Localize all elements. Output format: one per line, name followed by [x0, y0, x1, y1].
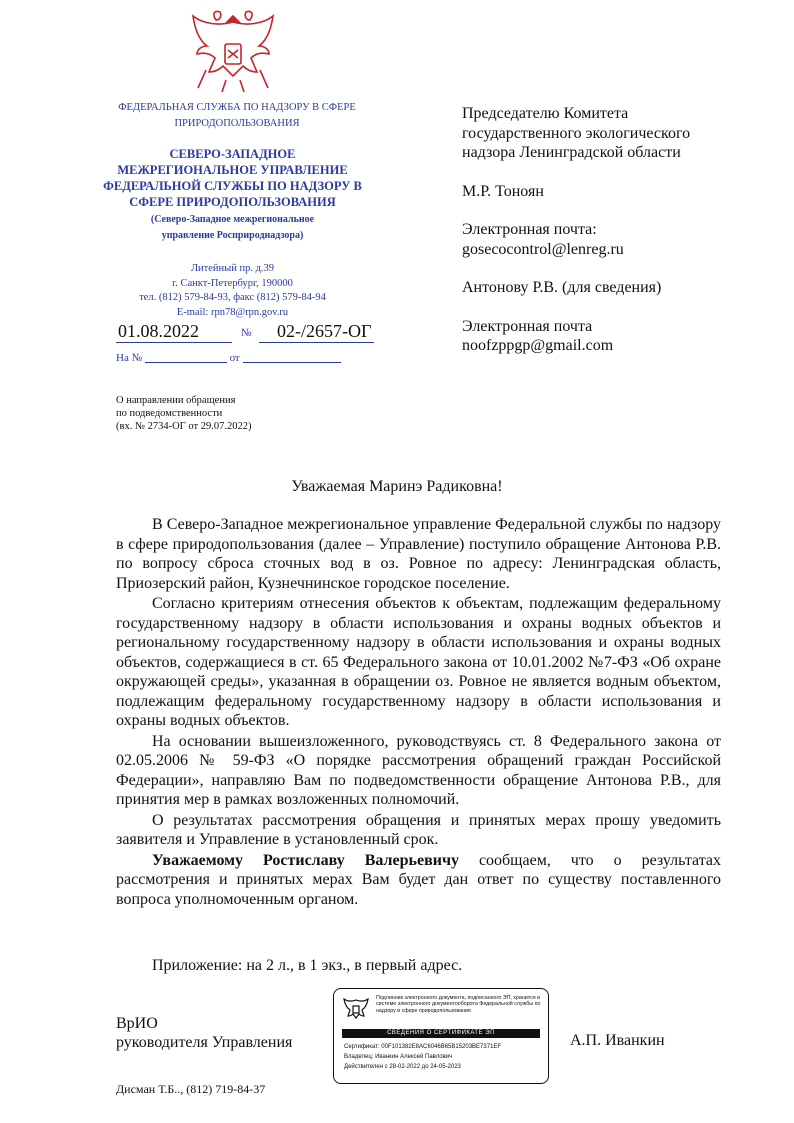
letter-body: [116, 515, 721, 910]
addressee-email-label: Электронная почта:: [462, 221, 597, 238]
department-short-line: управление Росприроднадзора): [161, 230, 304, 241]
signatory-title-line: ВрИО: [116, 1015, 158, 1032]
department-line: МЕЖРЕГИОНАЛЬНОЕ УПРАВЛЕНИЕ: [117, 163, 348, 177]
address-line: г. Санкт-Петербург, 190000: [172, 277, 293, 289]
subject-line: по подведомственности: [116, 408, 223, 419]
addressee-email: gosecocontrol@lenreg.ru: [462, 240, 624, 258]
agency-service-name: [92, 100, 382, 132]
signatory-title: [116, 1014, 292, 1052]
coat-of-arms-icon: [186, 10, 280, 96]
signatory-name: А.П. Иванкин: [570, 1032, 665, 1049]
registration-number: 02-/2657-ОГ: [259, 321, 374, 343]
emblem-icon: [342, 997, 370, 1023]
addressee-name: М.Р. Тоноян: [462, 182, 544, 200]
addressee-email2: noofzppgp@gmail.com: [462, 337, 614, 354]
reply-reference-line: [116, 352, 361, 364]
addressee-line: надзора Ленинградской области: [462, 144, 681, 161]
reply-date-label: от: [229, 352, 240, 364]
department-address: [110, 262, 355, 320]
department-line: ФЕДЕРАЛЬНОЙ СЛУЖБЫ ПО НАДЗОРУ В: [103, 179, 362, 193]
registration-line: [116, 321, 372, 347]
signatory-title-line: руководителя Управления: [116, 1034, 293, 1051]
subject-line: (вх. № 2734-ОГ от 29.07.2022): [116, 421, 252, 432]
reply-number-label: На №: [116, 352, 143, 364]
addressee-salutation: Уважаемому Ростиславу Валерьевичу: [152, 851, 459, 869]
address-line: тел. (812) 579-84-93, факс (812) 579-84-94: [139, 292, 326, 303]
addressee-block: [462, 104, 762, 356]
agency-service-line: ПРИРОДОПОЛЬЗОВАНИЯ: [174, 118, 300, 129]
executor-contact: Дисман Т.Б.., (812) 719-84-37: [116, 1082, 266, 1096]
body-paragraph: О результатах рассмотрения обращения и принятых мерах прошу уведомить заявителя и Управление в установленный срок.: [116, 811, 721, 848]
stamp-notice: Подлинник электронного документа, подписанного ЭП, хранится в системе электронного документооборота Федеральной службы по надзору в сфере природопользования: [376, 995, 541, 1014]
addressee-line: Председателю Комитета: [462, 105, 629, 122]
greeting: Уважаемая Маринэ Радиковна!: [291, 478, 503, 495]
stamp-owner: Владелец: Иванкин Алексей Павлович: [344, 1054, 453, 1060]
stamp-certificate: Сертификат: 00F101382E8AC6046B65B15203BE7371EF: [344, 1044, 502, 1050]
registration-number-label: №: [241, 327, 252, 339]
addressee-line: государственного экологического: [462, 124, 691, 142]
body-paragraph: В Северо-Западное межрегиональное управление Федеральной службы по надзору в сфере природопользования (далее – Управление) поступило обращение Антонова Р.В. по вопросу сброса сточных вод в оз. Ровное по адресу: Ленинградская область, Приозерский район, Кузнечнинское городское поселение.: [116, 516, 721, 592]
department-line: СЕВЕРО-ЗАПАДНОЕ: [169, 147, 296, 161]
subject-line: О направлении обращения: [116, 395, 236, 406]
addressee-email2-label: Электронная почта: [462, 317, 593, 335]
attachment-note: Приложение: на 2 л., в 1 экз., в первый адрес.: [152, 957, 463, 974]
addressee-cc: Антонову Р.В. (для сведения): [462, 279, 662, 296]
electronic-signature-stamp: [333, 988, 549, 1084]
letter-subject: [116, 394, 336, 433]
department-short-line: (Северо-Западное межрегиональное: [150, 214, 315, 225]
department-short-name: [120, 212, 345, 244]
stamp-validity: Действителен с 28-02-2022 до 24-05-2023: [344, 1064, 461, 1070]
reply-date-blank: [243, 362, 341, 363]
reply-number-blank: [145, 362, 227, 363]
final-paragraph-text: сообщаем, что о результатах рассмотрения и принятых мерах Вам будет дан ответ по существу поставленного вопроса уполномоченным органом.: [116, 851, 721, 908]
department-line: СФЕРЕ ПРИРОДОПОЛЬЗОВАНИЯ: [129, 195, 336, 209]
registration-date: 01.08.2022: [116, 321, 232, 343]
body-paragraph: На основании вышеизложенного, руководствуясь ст. 8 Федерального закона от 02.05.2006 № 59-ФЗ «О порядке рассмотрения обращений граждан Российской Федерации», направляю Вам по подведомственности обращение Антонова Р.В., для принятия мер в рамках возложенных полномочий.: [116, 732, 721, 808]
body-paragraph-final: [116, 851, 721, 910]
address-email: E-mail: rpn78@rpn.gov.ru: [176, 306, 289, 318]
stamp-header: СВЕДЕНИЯ О СЕРТИФИКАТЕ ЭП: [342, 1029, 540, 1038]
agency-service-line: ФЕДЕРАЛЬНАЯ СЛУЖБА ПО НАДЗОРУ В СФЕРЕ: [118, 102, 356, 113]
address-line: Литейный пр. д.39: [190, 263, 275, 274]
body-paragraph: Согласно критериям отнесения объектов к объектам, подлежащим федеральному государственному надзору в области использования и охраны водных объектов и региональному государственному надзору в области использования и охраны водных объектов, содержащиеся в ст. 65 Федерального закона от 10.01.2002 №7-ФЗ «Об охране окружающей среды», указанная в обращении оз. Ровное не является водным объектом, подлежащим федеральному государственному надзору в области использования и охраны водных объектов.: [116, 595, 721, 729]
department-name: [80, 146, 385, 210]
